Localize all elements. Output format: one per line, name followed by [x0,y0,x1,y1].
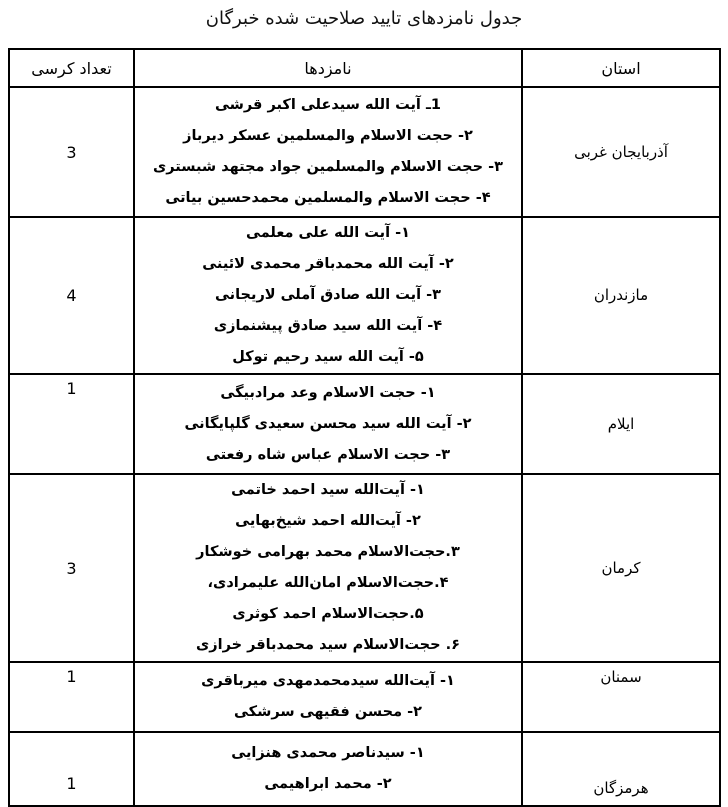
candidates-cell [134,732,522,806]
candidate-line: ۴.حجت‌الاسلام امان‌الله علیمرادی، [207,575,449,591]
candidate-line: ۳.حجت‌الاسلام محمد بهرامی خوشکار [196,544,460,560]
candidates-cell [134,87,522,217]
header-candidates: نامزدها [134,49,522,87]
candidate-line: ۳- حجت الاسلام عباس شاه رفعتی [205,446,451,463]
candidate-line: ۲- محمد ابراهیمی [264,776,392,792]
candidate-line: ۳- آیت الله صادق آملی لاریجانی [214,287,441,303]
candidate-line: ۲- حجت الاسلام والمسلمین عسکر دیرباز [183,128,473,144]
candidate-line: ۵.حجت‌الاسلام احمد کوثری [232,606,424,622]
candidate-line: ۱- آیت‌الله سیدمحمدمهدی میرباقری [201,673,455,689]
seats-cell: 1 [9,374,134,474]
candidate-line: ۱- سیدناصر محمدی هنزایی [231,745,425,761]
seats-cell: 1 [9,662,134,732]
seats-cell: 3 [9,87,134,217]
candidate-line: ۲- آیت‌الله احمد شیخ‌بهایی [235,513,421,529]
header-row [9,49,720,87]
candidate-line: ۲- آیت الله سید محسن سعیدی گلپایگانی [184,415,472,432]
candidate-line: ۱- حجت الاسلام وعد مرادبیگی [220,384,436,401]
candidate-line: ۳- حجت الاسلام والمسلمین جواد مجتهد شبستری [153,159,503,175]
candidate-line: ۴- حجت الاسلام والمسلمین محمدحسین بیاتی [165,190,491,206]
table-body [9,87,720,806]
province-cell: ایلام [522,374,720,474]
candidate-line: ۲- آیت الله محمدباقر محمدی لائینی [202,256,454,272]
candidates-cell [134,474,522,662]
table-row [9,374,720,474]
candidates-cell [134,374,522,474]
province-cell: مازندران [522,217,720,374]
table-row [9,662,720,732]
table-row [9,732,720,806]
seats-cell: 3 [9,474,134,662]
candidate-line: ۴- آیت الله سید صادق پیشنمازی [213,318,443,334]
candidates-cell [134,662,522,732]
candidate-line: ۱- آیت الله علی معلمی [246,225,410,241]
province-cell: سمنان [522,662,720,732]
page-title: جدول نامزدهای تایید صلاحیت شده خبرگان [205,8,523,29]
candidate-line: ۲- محسن فقیهی سرشکی [234,704,422,720]
seats-cell: 4 [9,217,134,374]
candidates-table [8,48,721,807]
province-cell: کرمان [522,474,720,662]
candidate-line: ۶. حجت‌الاسلام سید محمدباقر خرازی [195,637,461,653]
candidate-line: 1ـ آیت الله سیدعلی اکبر قرشی [214,97,441,113]
table-row [9,87,720,217]
table-row [9,217,720,374]
province-cell: هرمزگان [522,732,720,806]
table-row [9,474,720,662]
candidate-line: ۱- آیت‌الله سید احمد خاتمی [231,482,425,498]
seats-cell: 1 [9,732,134,806]
header-province: استان [522,49,720,87]
candidates-cell [134,217,522,374]
province-cell: آذربایجان غربی [522,87,720,217]
candidate-line: ۵- آیت الله سید رحیم توکل [232,349,424,365]
header-seats: تعداد کرسی [9,49,134,87]
